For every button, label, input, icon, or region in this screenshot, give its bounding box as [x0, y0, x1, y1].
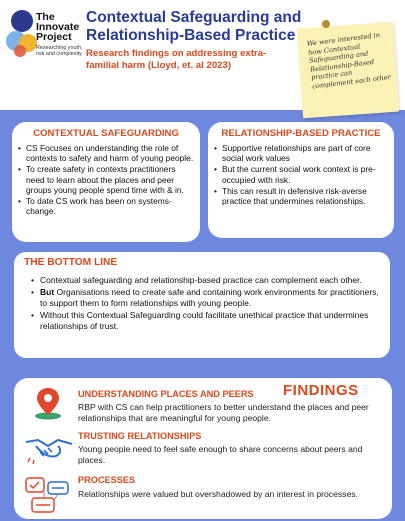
list-item: • But the current social work context is pre-occupied with risk. — [222, 164, 388, 184]
bottom-line-card — [14, 252, 390, 358]
list-item-text: Organisations need to create safe and containing work environments for practitioners, to support them to form relationships with young people. — [40, 287, 379, 308]
list-item: • This can result in defensive risk-averse practice that undermines relationships. — [222, 186, 388, 206]
list-item: • To date CS work has been on systems-change. — [26, 196, 194, 216]
logo-circles-icon — [6, 7, 40, 59]
finding-heading: PROCESSES — [78, 475, 136, 485]
list-item: • CS Focuses on understanding the role of contexts to safety and harm of young people. — [26, 143, 194, 163]
page-subtitle: Research findings on addressing extra-familial harm (Lloyd, et. al 2023) — [86, 48, 267, 71]
emphasis-text: But — [40, 287, 55, 298]
page-title: Contextual Safeguarding and Relationship-Based Practice — [86, 9, 302, 44]
logo-name: The Innovate Project — [36, 11, 80, 43]
pin-icon — [322, 20, 330, 28]
finding-text: RBP with CS can help practitioners to better understand the places and peer relationships that are meaningful for young people. — [78, 402, 369, 423]
contextual-safeguarding-heading: CONTEXTUAL SAFEGUARDING — [33, 128, 179, 139]
list-item: • To create safety in contexts practitioners need to learn about the places and peer groups young people spend time with & in. — [26, 164, 194, 195]
logo-tagline: Researching youth, risk and complexity — [36, 45, 83, 57]
bottom-line-list — [40, 275, 385, 333]
finding-heading: TRUSTING RELATIONSHIPS — [78, 431, 202, 441]
list-item: • Supportive relationships are part of core social work values — [222, 143, 388, 163]
findings-label: FINDINGS — [283, 382, 359, 399]
sticky-note-text: We were interested in how Contextual Safeguarding and Relationship-Based practice can complement each other — [306, 30, 392, 91]
sticky-note — [297, 22, 399, 118]
contextual-safeguarding-list — [12, 143, 200, 216]
map-pin-icon — [34, 386, 62, 420]
finding-heading: UNDERSTANDING PLACES AND PEERS — [78, 389, 254, 399]
relationship-based-heading: RELATIONSHIP-BASED PRACTICE — [221, 128, 381, 139]
finding-text: Relationships were valued but overshadowed by an interest in processes. — [78, 489, 358, 499]
list-item — [40, 287, 385, 308]
list-item: • Without this Contextual Safeguarding could facilitate unethical practice that undermines relationships of trust. — [40, 310, 385, 331]
bottom-line-heading: THE BOTTOM LINE — [24, 257, 118, 268]
relationship-based-list — [208, 143, 394, 206]
finding-text: Young people need to feel safe enough to share concerns about peers and places. — [78, 444, 363, 465]
checklist-icon — [24, 476, 72, 516]
list-item: • Contextual safeguarding and relationship-based practice can complement each other. — [40, 275, 385, 285]
logo — [6, 7, 84, 73]
handshake-icon — [24, 432, 74, 466]
relationship-based-card — [208, 122, 394, 238]
contextual-safeguarding-card — [12, 122, 200, 242]
